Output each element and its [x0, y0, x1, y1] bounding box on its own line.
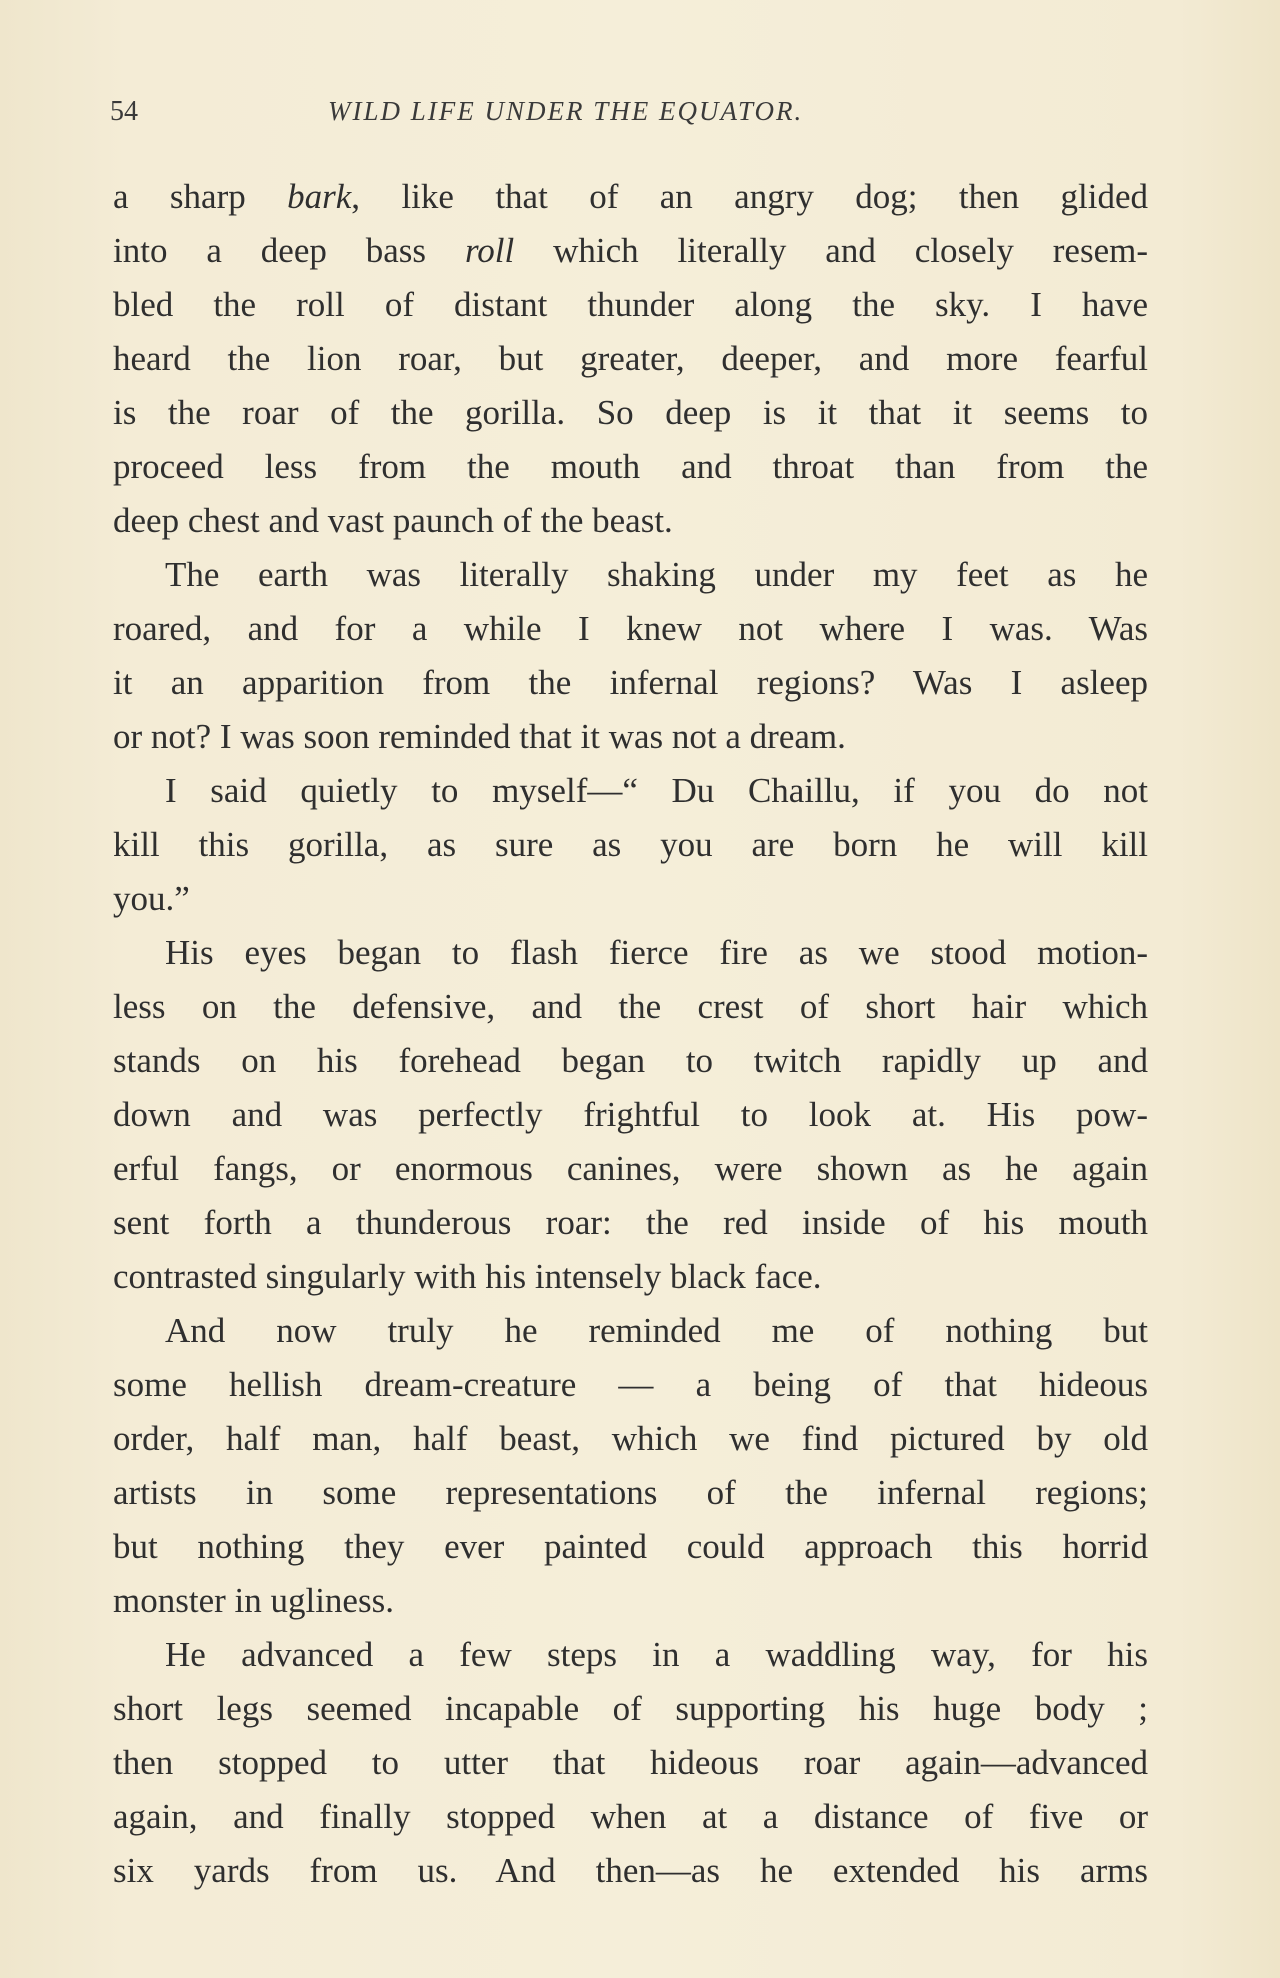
text-line: again, and finally stopped when at a distance of five or — [113, 1797, 1148, 1836]
text-line: erful fangs, or enormous canines, were shown as he again — [113, 1149, 1148, 1188]
text-line: artists in some representations of the infernal regions; — [113, 1473, 1148, 1512]
text-line: kill this gorilla, as sure as you are born he will kill — [113, 825, 1148, 864]
page-number: 54 — [110, 96, 138, 127]
text-line: stands on his forehead began to twitch rapidly up and — [113, 1041, 1148, 1080]
text-line: roared, and for a while I knew not where I was. Was — [113, 609, 1148, 648]
text-line: you.” — [113, 879, 190, 918]
text-line: is the roar of the gorilla. So deep is it that it seems to — [113, 393, 1148, 432]
text-line: sent forth a thunderous roar: the red inside of his mouth — [113, 1203, 1148, 1242]
text-line: or not? I was soon reminded that it was not a dream. — [113, 717, 846, 756]
text-line: monster in ugliness. — [113, 1581, 394, 1620]
text-line: contrasted singularly with his intensely black face. — [113, 1257, 822, 1296]
text-line: proceed less from the mouth and throat than from the — [113, 447, 1148, 486]
text-line: a sharp bark, like that of an angry dog; then glided — [113, 177, 1148, 216]
text-line: bled the roll of distant thunder along the sky. I have — [113, 285, 1148, 324]
text-line: The earth was literally shaking under my feet as he — [165, 555, 1148, 594]
text-line: I said quietly to myself—“ Du Chaillu, if you do not — [165, 771, 1148, 810]
text-line: six yards from us. And then—as he extended his arms — [113, 1851, 1148, 1890]
italic-word: bark — [287, 177, 352, 216]
text-line: And now truly he reminded me of nothing but — [165, 1311, 1148, 1350]
text-line: less on the defensive, and the crest of short hair which — [113, 987, 1148, 1026]
text-line: deep chest and vast paunch of the beast. — [113, 501, 673, 540]
page-header — [110, 96, 1160, 136]
text-line: some hellish dream-creature — a being of that hideous — [113, 1365, 1148, 1404]
text-line: He advanced a few steps in a waddling way, for his — [165, 1635, 1148, 1674]
text-line: it an apparition from the infernal regions? Was I asleep — [113, 663, 1148, 702]
running-title: WILD LIFE UNDER THE EQUATOR. — [328, 96, 804, 126]
text-line: into a deep bass roll which literally and closely resem- — [113, 231, 1149, 270]
text-line: down and was perfectly frightful to look at. His pow- — [113, 1095, 1148, 1134]
italic-word: roll — [464, 231, 515, 270]
text-line: heard the lion roar, but greater, deeper, and more fearful — [113, 339, 1148, 378]
body-text — [113, 170, 1148, 1898]
text-line: His eyes began to flash fierce fire as we stood motion- — [165, 933, 1148, 972]
text-line: then stopped to utter that hideous roar again—advanced — [113, 1743, 1148, 1782]
text-line: order, half man, half beast, which we find pictured by old — [113, 1419, 1148, 1458]
text-line: short legs seemed incapable of supporting his huge body ; — [113, 1689, 1148, 1728]
text-line: but nothing they ever painted could approach this horrid — [113, 1527, 1148, 1566]
